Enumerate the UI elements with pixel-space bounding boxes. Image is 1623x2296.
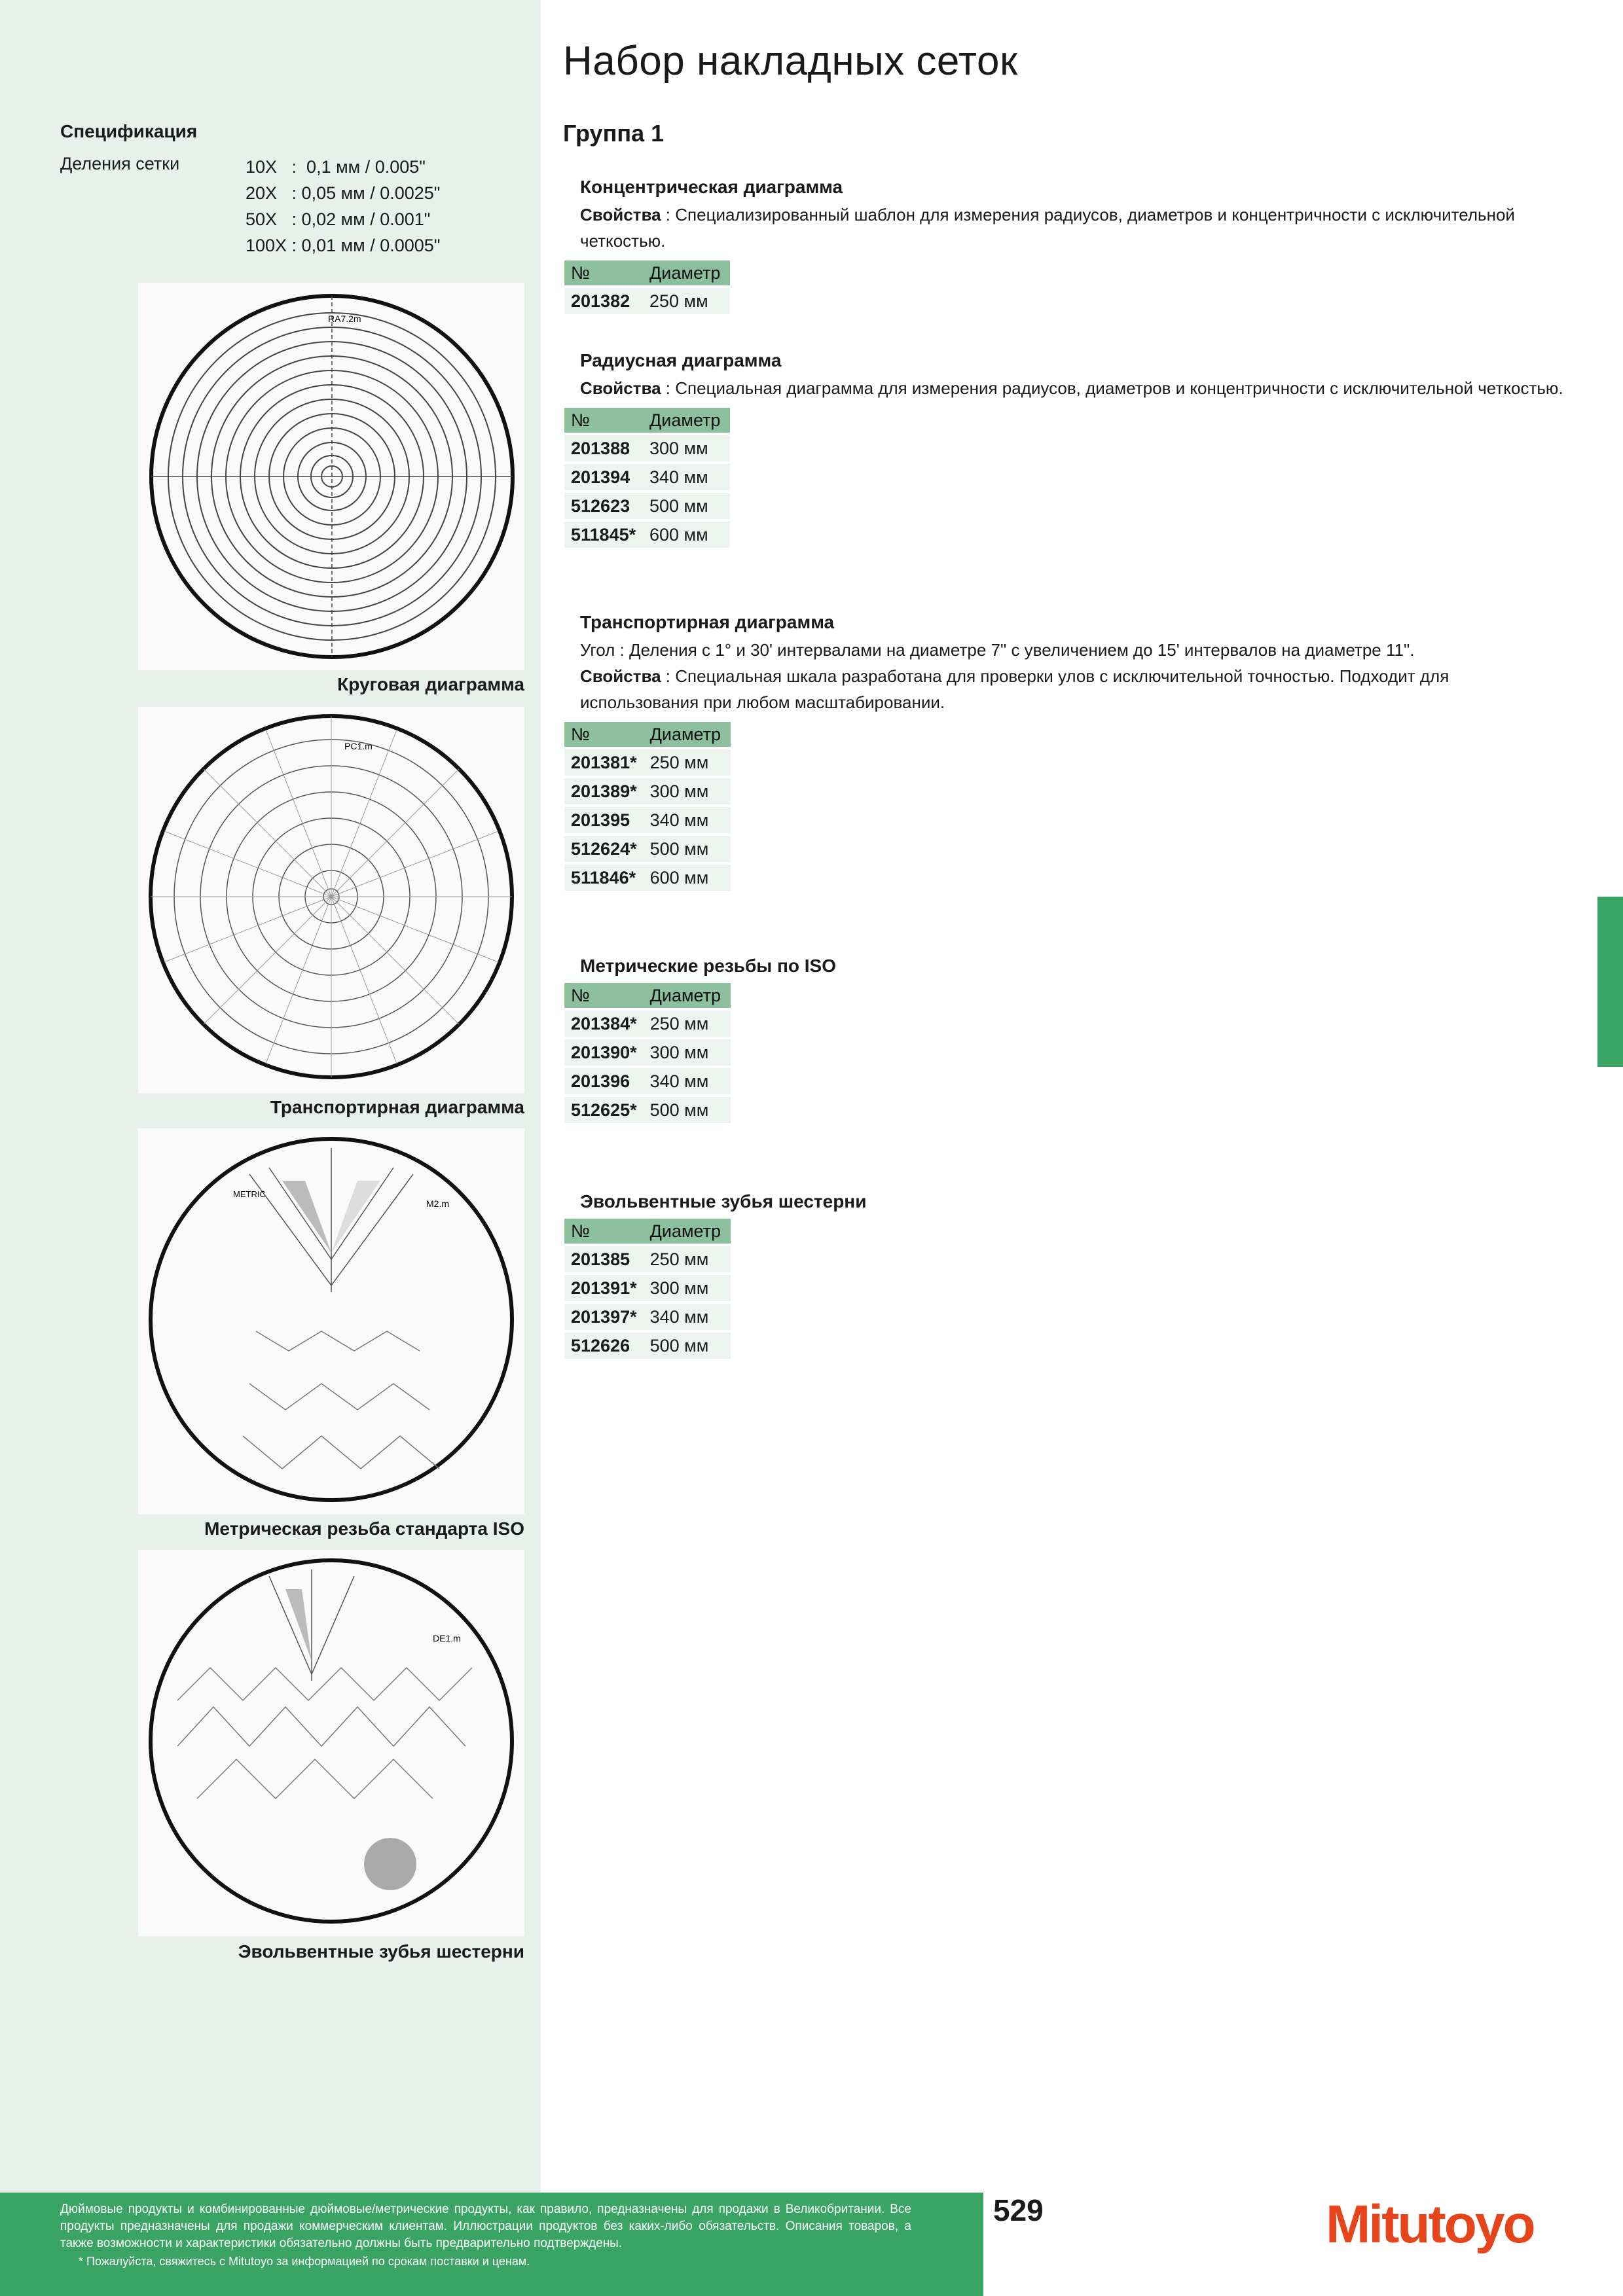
cell-no: 512626 — [564, 1333, 644, 1359]
header-no: № — [564, 1219, 644, 1244]
cell-diameter: 250 мм — [644, 1011, 731, 1037]
section-radius — [564, 350, 1586, 550]
figure-concentric — [138, 283, 524, 670]
cell-no: 201395 — [564, 807, 644, 833]
cell-no: 201388 — [564, 435, 643, 461]
cell-no: 201394 — [564, 464, 643, 490]
cell-diameter: 250 мм — [644, 749, 731, 776]
spec-heading: Спецификация — [60, 121, 198, 141]
line-text: четкостью. — [580, 231, 666, 251]
cell-diameter: 600 мм — [644, 865, 731, 891]
table-header-row — [564, 408, 730, 433]
table-row — [564, 1068, 731, 1094]
header-no: № — [564, 408, 643, 433]
involute-chart-image — [138, 1550, 524, 1936]
line-label: Свойства — [580, 378, 661, 398]
cell-no: 201389* — [564, 778, 644, 804]
spec-value: 20X : 0,05 мм / 0.0025" — [246, 183, 441, 203]
table-row — [564, 493, 730, 519]
line-text: : Специализированный шаблон для измерения радиусов, диаметров и концентричности с исключительной — [661, 205, 1515, 224]
cell-no: 201391* — [564, 1275, 644, 1301]
line-label: Свойства — [580, 666, 661, 686]
section-title: Транспортирная диаграмма — [580, 612, 835, 632]
figure-involute — [138, 1550, 524, 1936]
section-title: Радиусная диаграмма — [580, 350, 782, 370]
product-table — [564, 405, 730, 550]
cell-diameter: 300 мм — [644, 778, 731, 804]
iso-thread-chart-image — [138, 1128, 524, 1515]
page-title: Набор накладных сеток — [563, 39, 1018, 84]
section-involute — [564, 1191, 1586, 1361]
cell-no: 201390* — [564, 1039, 644, 1066]
page-number: 529 — [993, 2193, 1044, 2227]
table-row — [564, 522, 730, 548]
cell-diameter: 600 мм — [643, 522, 730, 548]
header-no: № — [564, 260, 643, 285]
cell-diameter: 300 мм — [644, 1275, 731, 1301]
table-header-row — [564, 260, 730, 285]
section-concentric — [564, 177, 1586, 317]
table-row — [564, 1097, 731, 1123]
section-line — [580, 228, 1586, 254]
cell-diameter: 300 мм — [644, 1039, 731, 1066]
cell-no: 511846* — [564, 865, 644, 891]
section-line — [580, 663, 1586, 689]
spec-value: 100X : 0,01 мм / 0.0005" — [246, 236, 441, 255]
header-diameter: Диаметр — [644, 722, 731, 747]
line-text: Угол : Деления с 1° и 30' интервалами на диаметре 7" с увеличением до 15' интервалов на диаметре 11". — [580, 640, 1415, 660]
group-title: Группа 1 — [563, 120, 665, 147]
cell-no: 512625* — [564, 1097, 644, 1123]
cell-no: 201382 — [564, 288, 643, 314]
cell-no: 512624* — [564, 836, 644, 862]
cell-diameter: 340 мм — [643, 464, 730, 490]
table-row — [564, 1246, 731, 1272]
header-no: № — [564, 722, 644, 747]
figure-caption: Транспортирная диаграмма — [270, 1097, 524, 1117]
cell-no: 201397* — [564, 1304, 644, 1330]
spec-label: Деления сетки — [60, 154, 180, 173]
chart-label: M2.m — [426, 1198, 449, 1209]
product-table — [564, 258, 730, 317]
header-no: № — [564, 983, 644, 1008]
figure-caption: Эвольвентные зубья шестерни — [238, 1941, 524, 1962]
spec-value: 50X : 0,02 мм / 0.001" — [246, 209, 431, 229]
section-line — [580, 637, 1586, 663]
cell-diameter: 340 мм — [644, 1304, 731, 1330]
cell-diameter: 250 мм — [643, 288, 730, 314]
table-header-row — [564, 983, 731, 1008]
product-table — [564, 980, 731, 1126]
cell-diameter: 340 мм — [644, 1068, 731, 1094]
cell-no: 201384* — [564, 1011, 644, 1037]
table-row — [564, 435, 730, 461]
table-row — [564, 836, 731, 862]
section-protractor — [564, 612, 1586, 893]
cell-no: 512623 — [564, 493, 643, 519]
spec-values — [246, 154, 440, 259]
footer-disclaimer: Дюймовые продукты и комбинированные дюймовые/метрические продукты, как правило, предназначены для продажи в Великобритании. Все продукты предназначены для продажи коммерческим клиентам. Иллюстрации продуктов без каких-либо обязательств. Описания товаров, а также возможности и характеристики обязательно должны быть предварительно подтверждены. — [60, 2202, 911, 2250]
cell-diameter: 340 мм — [644, 807, 731, 833]
table-row — [564, 1275, 731, 1301]
section-line — [580, 375, 1586, 401]
chapter-tab — [1597, 897, 1623, 1067]
section-iso-thread — [564, 956, 1586, 1126]
chart-label: RA7.2m — [328, 314, 361, 324]
table-row — [564, 1039, 731, 1066]
section-title: Метрические резьбы по ISO — [580, 956, 836, 976]
table-header-row — [564, 722, 731, 747]
line-text: : Специальная диаграмма для измерения радиусов, диаметров и концентричности с исключительной четкостью. — [661, 378, 1563, 398]
section-line — [580, 202, 1586, 228]
table-row — [564, 778, 731, 804]
section-title: Концентрическая диаграмма — [580, 177, 843, 197]
line-label: Свойства — [580, 205, 661, 224]
table-row — [564, 1304, 731, 1330]
line-text: : Специальная шкала разработана для проверки улов с исключительной точностью. Подходит для — [661, 666, 1450, 686]
table-row — [564, 807, 731, 833]
cell-no: 201381* — [564, 749, 644, 776]
header-diameter: Диаметр — [644, 983, 731, 1008]
cell-no: 511845* — [564, 522, 643, 548]
section-line — [580, 689, 1586, 715]
cell-diameter: 500 мм — [644, 1097, 731, 1123]
figure-caption: Метрическая резьба стандарта ISO — [204, 1518, 524, 1539]
product-table — [564, 719, 731, 893]
table-row — [564, 464, 730, 490]
protractor-chart-image — [138, 707, 524, 1093]
table-header-row — [564, 1219, 731, 1244]
table-row — [564, 1011, 731, 1037]
cell-no: 201396 — [564, 1068, 644, 1094]
footer-note: * Пожалуйста, свяжитесь с Mitutoyo за информацией по срокам поставки и ценам. — [79, 2255, 530, 2268]
figure-protractor — [138, 707, 524, 1093]
cell-no: 201385 — [564, 1246, 644, 1272]
header-diameter: Диаметр — [643, 260, 730, 285]
cell-diameter: 500 мм — [644, 836, 731, 862]
spec-value: 10X : 0,1 мм / 0.005" — [246, 157, 426, 177]
brand-logo: Mitutoyo — [1326, 2195, 1534, 2254]
table-row — [564, 865, 731, 891]
header-diameter: Диаметр — [644, 1219, 731, 1244]
cell-diameter: 250 мм — [644, 1246, 731, 1272]
table-row — [564, 749, 731, 776]
table-row — [564, 1333, 731, 1359]
concentric-chart-image — [138, 283, 524, 670]
chart-label: DE1.m — [433, 1633, 461, 1643]
product-table — [564, 1216, 731, 1361]
spec-block — [60, 121, 440, 259]
table-row — [564, 288, 730, 314]
cell-diameter: 500 мм — [644, 1333, 731, 1359]
header-diameter: Диаметр — [643, 408, 730, 433]
figure-iso-thread — [138, 1128, 524, 1515]
cell-diameter: 300 мм — [643, 435, 730, 461]
line-text: использования при любом масштабировании. — [580, 692, 945, 712]
figure-caption: Круговая диаграмма — [337, 674, 524, 694]
chart-label: PC1.m — [344, 741, 373, 751]
cell-diameter: 500 мм — [643, 493, 730, 519]
section-title: Эвольвентные зубья шестерни — [580, 1191, 867, 1211]
chart-side-label: METRIC — [233, 1189, 266, 1199]
spec-row — [60, 154, 440, 259]
